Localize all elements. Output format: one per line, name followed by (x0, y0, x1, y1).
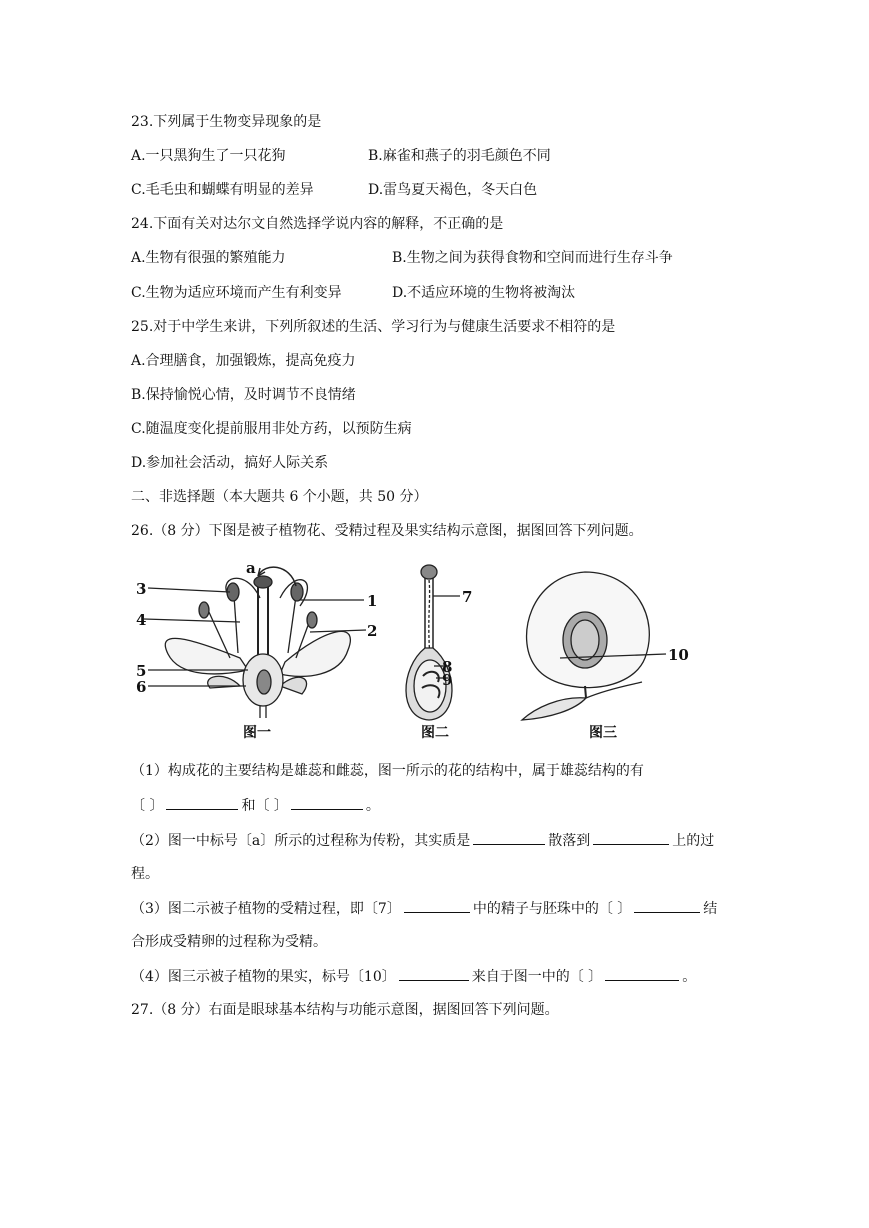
question-23-stem: 23.下列属于生物变异现象的是 (131, 114, 322, 130)
pistil-drawing (406, 565, 460, 720)
q24-option-a: A.生物有很强的繁殖能力 (131, 250, 286, 266)
q23-option-c: C.毛毛虫和蝴蝶有明显的差异 (131, 182, 314, 198)
question-26-stem: 26.（8 分）下图是被子植物花、受精过程及果实结构示意图，据图回答下列问题。 (131, 523, 643, 539)
sub3-text-2: 中的精子与胚珠中的〔 〕 (472, 901, 632, 917)
question-24-stem: 24.下面有关对达尔文自然选择学说内容的解释，不正确的是 (131, 216, 504, 232)
q26-sub1-line1: （1）构成花的主要结构是雄蕊和雌蕊，图一所示的花的结构中，属于雄蕊结构的有 (131, 763, 644, 779)
sub2-text-1: （2）图一中标号〔a〕所示的过程称为传粉，其实质是 (131, 833, 471, 849)
figure-diagrams (130, 558, 700, 723)
q24-options-row1 (131, 248, 673, 268)
figure-1-caption: 图一 (243, 725, 271, 741)
label-2: 2 (367, 622, 378, 640)
q23-option-d: D.雷鸟夏天褐色，冬天白色 (368, 182, 538, 198)
question-25-stem: 25.对于中学生来讲，下列所叙述的生活、学习行为与健康生活要求不相符的是 (131, 319, 616, 335)
answer-blank-1[interactable] (166, 795, 238, 810)
label-3: 3 (136, 580, 147, 598)
figure-2-caption: 图二 (421, 725, 449, 741)
q23-option-a: A.一只黑狗生了一只花狗 (131, 148, 286, 164)
sub3-text-3: 结 (703, 901, 718, 917)
q23-options-row1 (131, 146, 551, 166)
answer-blank-7[interactable] (399, 966, 469, 981)
label-7: 7 (462, 588, 473, 606)
q24-option-c: C.生物为适应环境而产生有利变异 (131, 285, 342, 301)
q25-option-b: B.保持愉悦心情，及时调节不良情绪 (131, 387, 356, 403)
section-2-heading: 二、非选择题（本大题共 6 个小题，共 50 分） (131, 489, 428, 505)
sub4-text-2: 来自于图一中的〔 〕 (471, 969, 603, 985)
q25-option-a: A.合理膳食，加强锻炼，提高免疫力 (131, 353, 356, 369)
sub4-text-1: （4）图三示被子植物的果实，标号〔10〕 (131, 969, 396, 985)
q25-option-d: D.参加社会活动，搞好人际关系 (131, 455, 329, 471)
figure-3-caption: 图三 (589, 725, 617, 741)
question-27-stem: 27.（8 分）右面是眼球基本结构与功能示意图，据图回答下列问题。 (131, 1002, 559, 1018)
answer-blank-8[interactable] (605, 966, 679, 981)
answer-blank-3[interactable] (473, 830, 545, 845)
q26-sub3-line1 (131, 898, 717, 919)
label-10: 10 (668, 646, 689, 664)
label-4: 4 (136, 611, 147, 629)
q25-option-c: C.随温度变化提前服用非处方药，以预防生病 (131, 421, 412, 437)
label-5: 5 (136, 662, 147, 680)
q23-option-b: B.麻雀和燕子的羽毛颜色不同 (368, 148, 551, 164)
q26-sub1-line2 (131, 795, 380, 816)
answer-blank-2[interactable] (291, 795, 363, 810)
flower-drawing (144, 567, 366, 718)
q26-sub2-line1 (131, 830, 714, 851)
q24-option-d: D.不适应环境的生物将被淘汰 (392, 285, 576, 301)
q23-options-row2 (131, 180, 538, 200)
q24-options-row2 (131, 283, 576, 303)
q26-sub4-line (131, 966, 696, 987)
answer-blank-5[interactable] (404, 898, 470, 913)
sub4-text-3: 。 (682, 969, 697, 985)
fruit-drawing (522, 572, 666, 720)
label-8: 8 (442, 658, 453, 676)
sub3-text-1: （3）图二示被子植物的受精过程，即〔7〕 (131, 901, 401, 917)
label-1: 1 (367, 592, 378, 610)
q26-sub3-line2: 合形成受精卵的过程称为受精。 (131, 934, 327, 950)
sub2-text-3: 上的过 (672, 833, 715, 849)
q26-sub2-line2: 程。 (131, 866, 159, 882)
pistil-labels (442, 588, 472, 689)
bracket-1: 〔 〕 (131, 798, 164, 814)
q24-option-b: B.生物之间为获得食物和空间而进行生存斗争 (392, 250, 673, 266)
answer-blank-6[interactable] (634, 898, 700, 913)
period: 。 (365, 798, 380, 814)
label-a: a (246, 559, 256, 577)
label-9: 9 (442, 671, 453, 689)
bracket-2: 和〔 〕 (241, 798, 288, 814)
answer-blank-4[interactable] (593, 830, 669, 845)
label-6: 6 (136, 678, 147, 696)
sub2-text-2: 散落到 (548, 833, 591, 849)
